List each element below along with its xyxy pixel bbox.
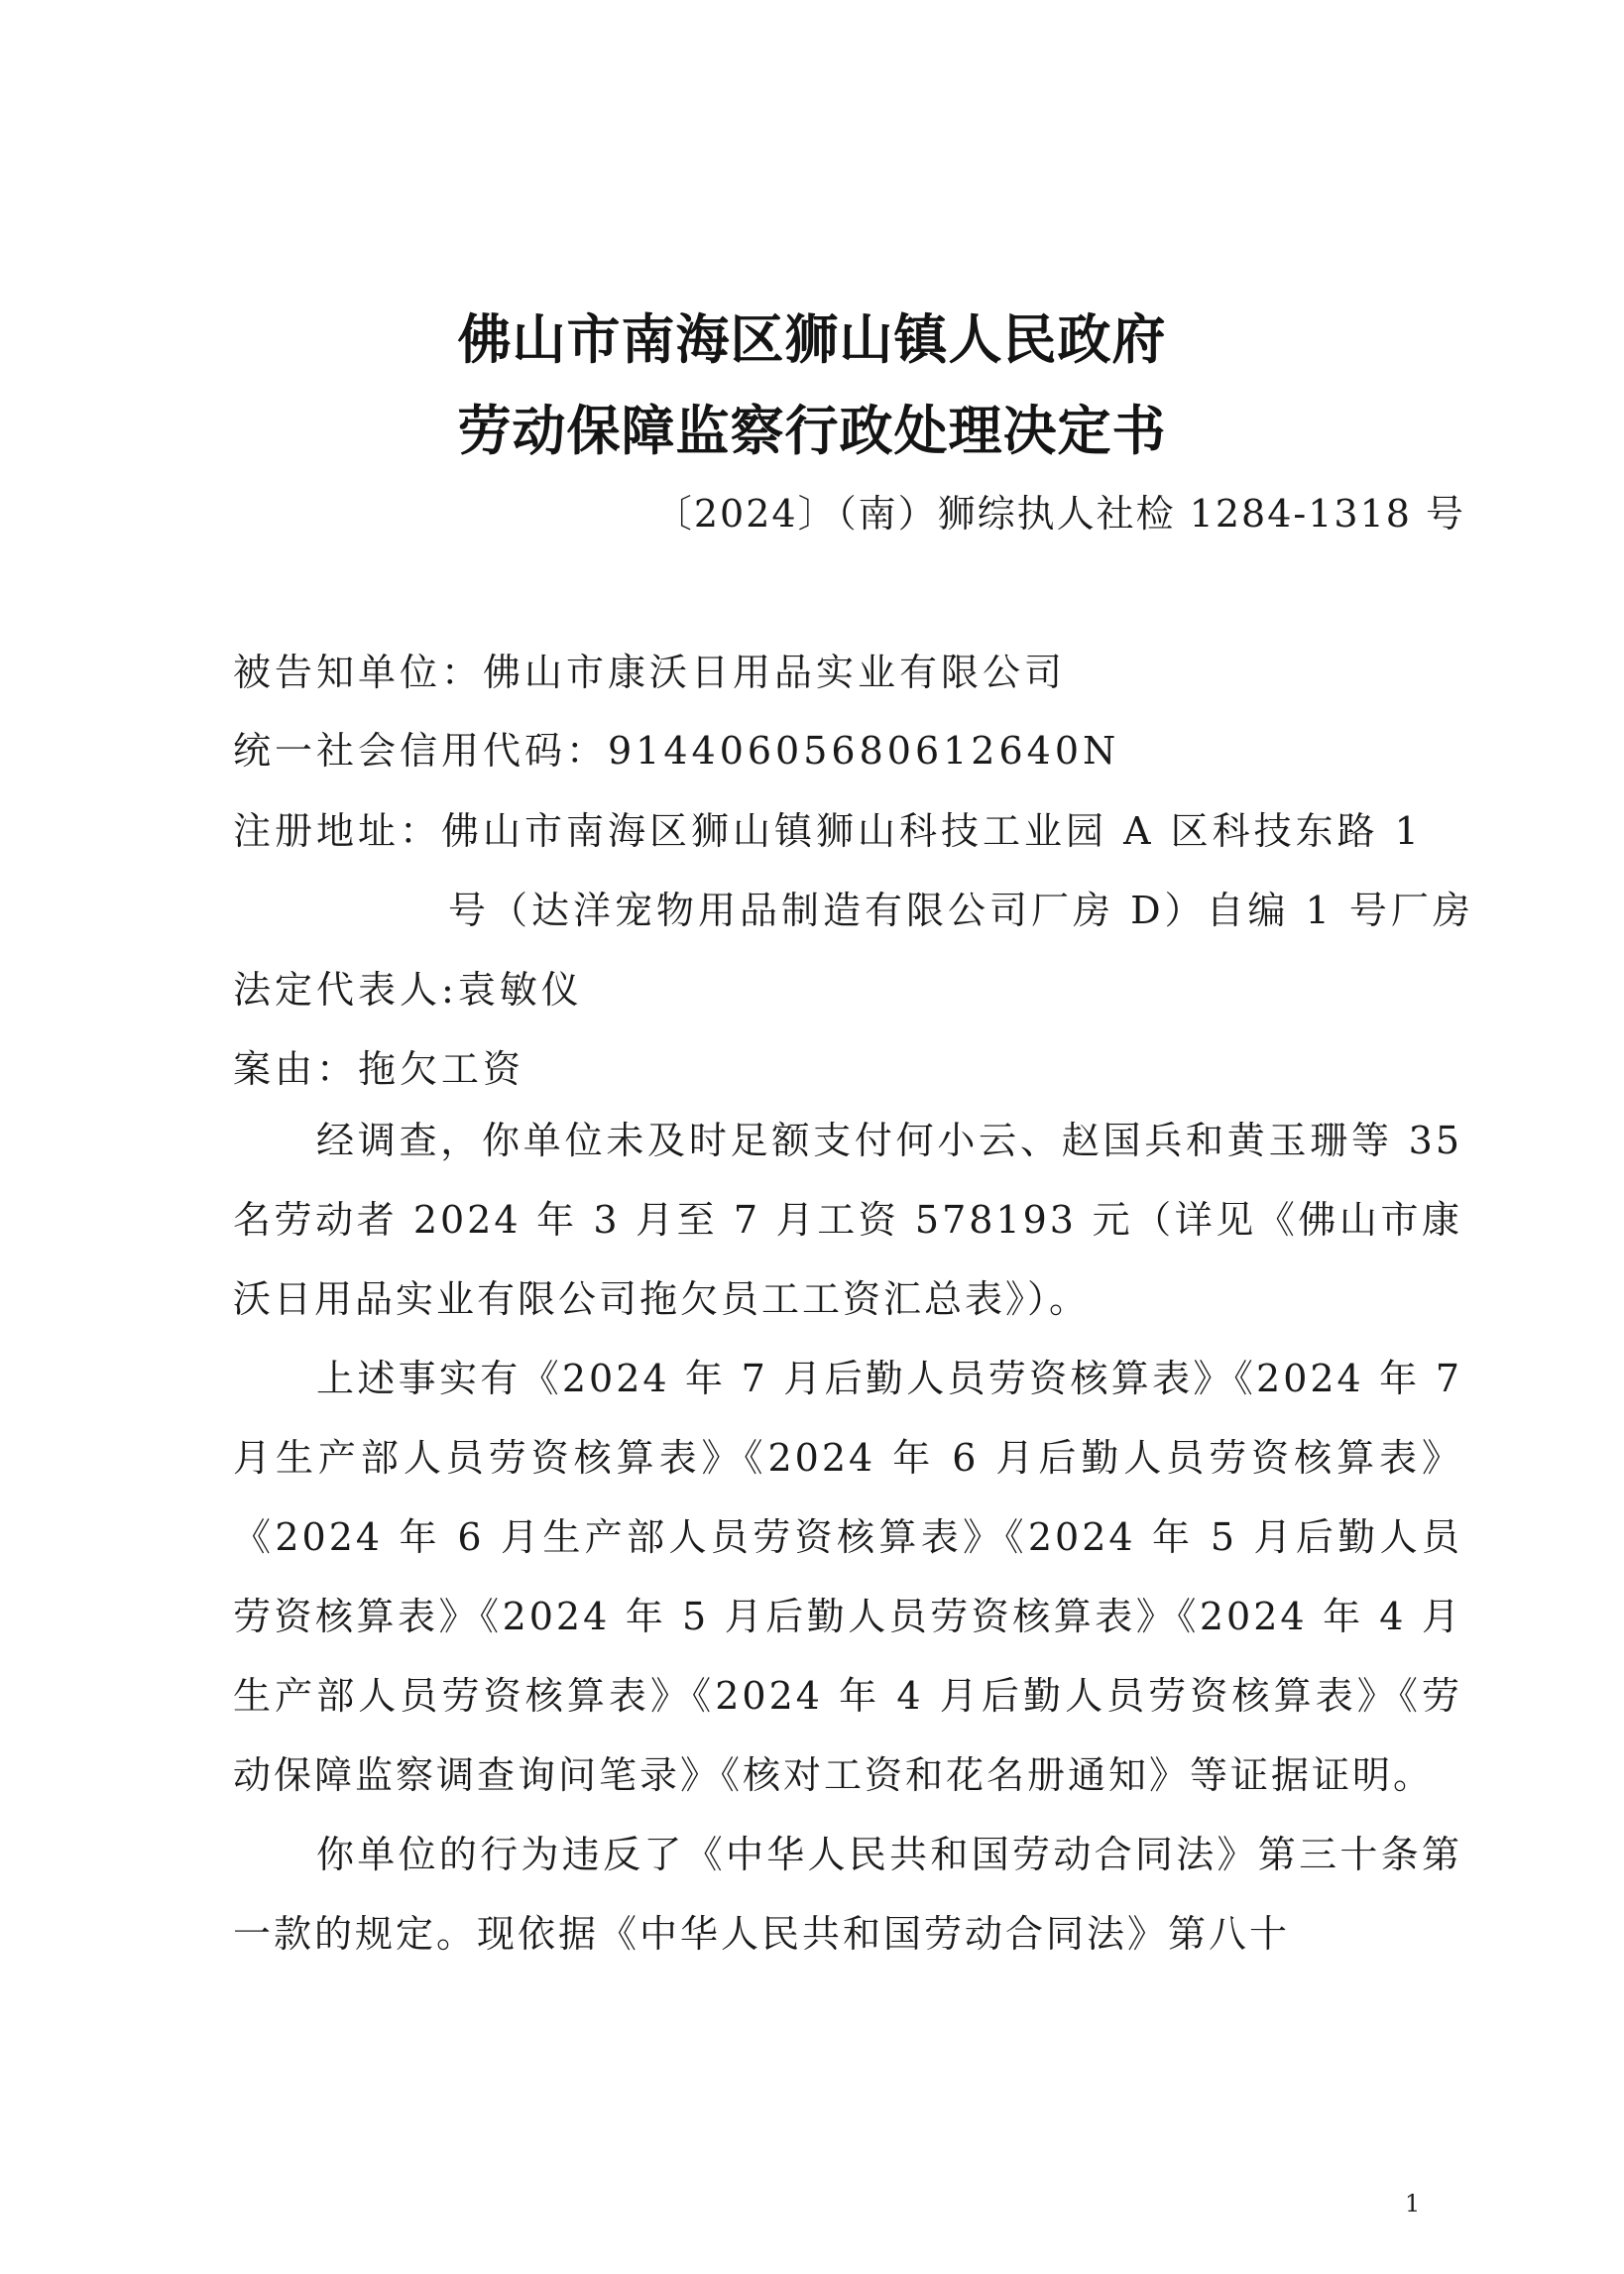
document-title-line1: 佛山市南海区狮山镇人民政府 [457,308,1167,371]
paragraph-evidence: 上述事实有《2024 年 7 月后勤人员劳资核算表》《2024 年 7 月生产部人员劳资核算表》《2024 年 6 月后勤人员劳资核算表》《2024 年 6 月生产部人员劳资核算表》《2024 年 5 月后勤人员劳资核算表》《2024 年 5 月后勤人员劳资核算表》《2024 年 4 月生产部人员劳资核算表》《2024 年 4 月后勤人员劳资核算表》《劳动保障监察调查询问笔录》《核对工资和花名册通知》等证据证明。 [233,1357,1462,1797]
registered-address-line2: 号（达洋宠物用品制造有限公司厂房 D）自编 1 号厂房 [448,889,1474,932]
notified-unit: 被告知单位：佛山市康沃日用品实业有限公司 [233,651,1067,694]
document-title-line2: 劳动保障监察行政处理决定书 [457,400,1167,462]
page-number: 1 [1405,2190,1421,2217]
credit-code: 统一社会信用代码：91440605680612640N [233,729,1120,773]
paragraph-violation: 你单位的行为违反了《中华人民共和国劳动合同法》第三十条第一款的规定。现依据《中华人民共和国劳动合同法》第八十 [233,1833,1462,1956]
registered-address-line1: 注册地址：佛山市南海区狮山镇狮山科技工业园 A 区科技东路 1 [233,809,1423,853]
case-reason: 案由：拖欠工资 [233,1047,525,1091]
legal-representative: 法定代表人:袁敏仪 [233,968,583,1012]
document-number: 〔2024〕（南）狮综执人社检 1284-1318 号 [653,492,1465,536]
paragraph-investigation: 经调查，你单位未及时足额支付何小云、赵国兵和黄玉珊等 35 名劳动者 2024 年 3 月至 7 月工资 578193 元（详见《佛山市康沃日用品实业有限公司拖欠员工工资汇总表》）。 [233,1119,1462,1321]
